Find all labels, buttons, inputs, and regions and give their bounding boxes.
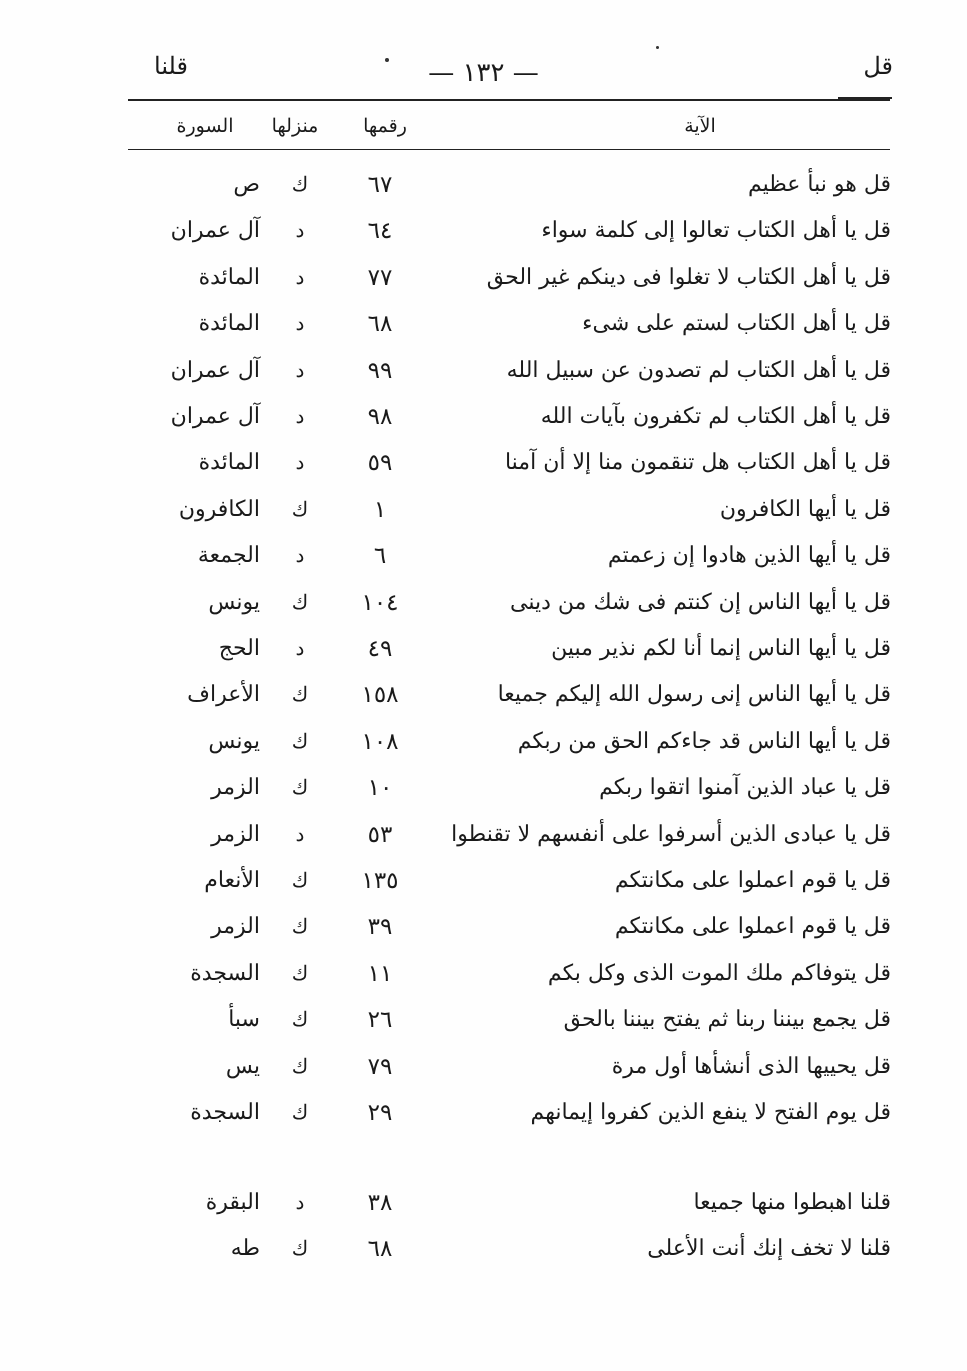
revelation-place: ك <box>291 1007 309 1031</box>
revelation-place: ك <box>291 775 309 799</box>
ayah-text: قل يا أيها الناس إنما أنا لكم نذير مبين <box>551 636 891 661</box>
ayah-number: ١١ <box>367 961 393 987</box>
table-row <box>0 1236 967 1282</box>
header-rule <box>128 99 890 101</box>
table-row <box>0 265 967 311</box>
table-row <box>0 404 967 450</box>
ayah-text: قل يا قوم اعملوا على مكانتكم <box>614 868 891 893</box>
column-header-place: منزلها <box>271 115 319 137</box>
revelation-place: د <box>295 358 305 382</box>
page-number: — ١٣٢ — <box>428 58 539 88</box>
ayah-text: قل يا أهل الكتاب لستم على شىء <box>582 311 891 336</box>
revelation-place: د <box>295 218 305 242</box>
column-header-surah: السورة <box>176 115 234 137</box>
ayah-text: قل يا أهل الكتاب تعالوا إلى كلمة سواء <box>541 218 891 243</box>
ayah-text: قل يا عباد الذين آمنوا اتقوا ربكم <box>599 775 891 800</box>
ayah-number: ٤٩ <box>367 636 393 662</box>
surah-name: المائدة <box>198 450 260 475</box>
revelation-place: ك <box>291 172 309 196</box>
column-header-number: رقمها <box>363 115 407 137</box>
table-row <box>0 172 967 218</box>
surah-name: الجمعة <box>197 543 260 568</box>
surah-name: سبأ <box>228 1007 260 1032</box>
ayah-number: ٦٤ <box>367 218 393 244</box>
ayah-number: ١ <box>373 497 387 523</box>
table-row <box>0 682 967 728</box>
ayah-text: قل يوم الفتح لا ينفع الذين كفروا إيمانهم <box>530 1100 891 1125</box>
ayah-number: ٣٩ <box>367 914 393 940</box>
surah-name: المائدة <box>198 311 260 336</box>
surah-name: آل عمران <box>170 358 260 383</box>
revelation-place: د <box>295 822 305 846</box>
header-rule-extension <box>838 97 892 99</box>
ayah-number: ٧٩ <box>367 1054 393 1080</box>
revelation-place: ك <box>291 1236 309 1260</box>
table-row <box>0 961 967 1007</box>
table-row <box>0 1100 967 1146</box>
table-row <box>0 822 967 868</box>
revelation-place: ك <box>291 914 309 938</box>
surah-name: البقرة <box>205 1190 260 1215</box>
surah-name: آل عمران <box>170 404 260 429</box>
table-row <box>0 868 967 914</box>
table-row <box>0 590 967 636</box>
revelation-place: د <box>295 636 305 660</box>
ayah-text: قل يتوفاكم ملك الموت الذى وكل بكم <box>547 961 891 986</box>
ayah-number: ٩٨ <box>367 404 393 430</box>
column-header-ayah: الآية <box>684 115 716 137</box>
header-left-word: قلنا <box>154 52 188 80</box>
surah-name: الأنعام <box>204 868 260 893</box>
ayah-text: قلنا لا تخف إنك أنت الأعلى <box>647 1236 891 1261</box>
surah-name: آل عمران <box>170 218 260 243</box>
revelation-place: ك <box>291 868 309 892</box>
ayah-number: ١٠٨ <box>361 729 399 755</box>
revelation-place: ك <box>291 961 309 985</box>
ink-speck <box>656 46 659 49</box>
revelation-place: د <box>295 404 305 428</box>
table-row <box>0 497 967 543</box>
table-row <box>0 1190 967 1236</box>
ayah-number: ٢٩ <box>367 1100 393 1126</box>
ayah-number: ٣٨ <box>367 1190 393 1216</box>
table-row <box>0 775 967 821</box>
table-row <box>0 1054 967 1100</box>
ayah-number: ١٣٥ <box>361 868 399 894</box>
ayah-text: قل يا أهل الكتاب هل تنقمون منا إلا أن آمنا <box>504 450 891 475</box>
revelation-place: د <box>295 543 305 567</box>
ayah-text: قل يا أهل الكتاب لا تغلوا فى دينكم غير الحق <box>486 265 891 290</box>
surah-name: ص <box>233 172 260 197</box>
surah-name: يونس <box>208 729 260 754</box>
ayah-text: قل هو نبأ عظيم <box>747 172 891 197</box>
ink-speck <box>385 58 389 62</box>
surah-name: المائدة <box>198 265 260 290</box>
table-row <box>0 729 967 775</box>
ayah-text: قل يا أهل الكتاب لم تصدون عن سبيل الله <box>506 358 891 383</box>
ayah-number: ٢٦ <box>367 1007 393 1033</box>
surah-name: يس <box>225 1054 260 1079</box>
ayah-number: ٧٧ <box>367 265 393 291</box>
revelation-place: ك <box>291 497 309 521</box>
surah-name: الكافرون <box>178 497 260 522</box>
revelation-place: ك <box>291 729 309 753</box>
surah-name: السجدة <box>190 961 260 986</box>
ayah-number: ٦٨ <box>367 1236 393 1262</box>
ayah-number: ٥٩ <box>367 450 393 476</box>
ayah-number: ١٥٨ <box>361 682 399 708</box>
column-header-rule <box>128 149 890 150</box>
revelation-place: د <box>295 450 305 474</box>
ayah-text: قل يا أيها الكافرون <box>719 497 891 522</box>
surah-name: يونس <box>208 590 260 615</box>
table-row <box>0 636 967 682</box>
ayah-text: قلنا اهبطوا منها جميعا <box>693 1190 891 1215</box>
surah-name: الزمر <box>211 914 260 939</box>
ayah-text: قل يا قوم اعملوا على مكانتكم <box>614 914 891 939</box>
table-row <box>0 1007 967 1053</box>
ayah-number: ١٠٤ <box>361 590 399 616</box>
revelation-place: د <box>295 1190 305 1214</box>
revelation-place: د <box>295 311 305 335</box>
surah-name: الزمر <box>211 775 260 800</box>
table-row <box>0 450 967 496</box>
ayah-text: قل يجمع بيننا ربنا ثم يفتح بيننا بالحق <box>563 1007 891 1032</box>
surah-name: الحج <box>218 636 260 661</box>
ayah-text: قل يحييها الذى أنشأها أول مرة <box>611 1054 891 1079</box>
revelation-place: ك <box>291 590 309 614</box>
table-row <box>0 358 967 404</box>
ayah-number: ٦ <box>373 543 387 569</box>
revelation-place: ك <box>291 682 309 706</box>
ayah-text: قل يا أيها الناس قد جاءكم الحق من ربكم <box>517 729 891 754</box>
table-row <box>0 311 967 357</box>
ayah-text: قل يا أيها الناس إنى رسول الله إليكم جميعا <box>497 682 891 707</box>
ayah-number: ٦٨ <box>367 311 393 337</box>
ayah-text: قل يا عبادى الذين أسرفوا على أنفسهم لا تقنطوا <box>451 822 891 847</box>
ayah-number: ٩٩ <box>367 358 393 384</box>
revelation-place: ك <box>291 1054 309 1078</box>
table-row <box>0 218 967 264</box>
revelation-place: د <box>295 265 305 289</box>
revelation-place: ك <box>291 1100 309 1124</box>
table-row <box>0 543 967 589</box>
table-row <box>0 914 967 960</box>
ayah-text: قل يا أيها الناس إن كنتم فى شك من دينى <box>510 590 891 615</box>
surah-name: السجدة <box>190 1100 260 1125</box>
ayah-number: ٦٧ <box>367 172 393 198</box>
ayah-number: ١٠ <box>367 775 393 801</box>
ayah-number: ٥٣ <box>367 822 393 848</box>
ayah-text: قل يا أيها الذين هادوا إن زعمتم <box>607 543 891 568</box>
ayah-text: قل يا أهل الكتاب لم تكفرون بآيات الله <box>540 404 891 429</box>
surah-name: الأعراف <box>187 682 260 707</box>
surah-name: الزمر <box>211 822 260 847</box>
surah-name: طه <box>230 1236 260 1261</box>
header-right-word: قل <box>863 52 893 80</box>
